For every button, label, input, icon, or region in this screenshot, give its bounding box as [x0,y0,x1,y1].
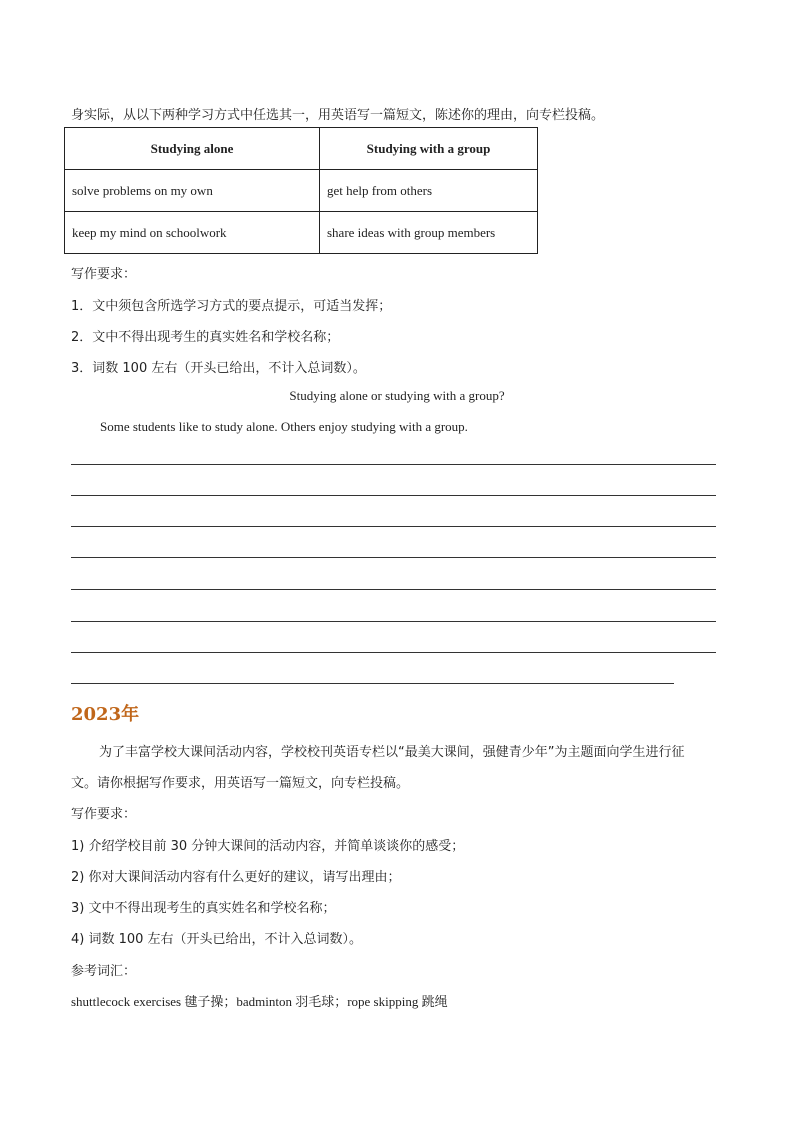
table-row [65,212,538,254]
prompt-text: 文。请你根据写作要求，用英语写一篇短文，向专栏投稿。 [71,776,410,791]
writing-line [71,621,716,622]
writing-line [71,464,716,465]
study-method-table [64,127,538,254]
year-heading: 2023年 [71,704,140,725]
table-row [65,170,538,212]
table-cell: share ideas with group members [320,212,538,254]
prompt-text: 为了丰富学校大课间活动内容，学校校刊英语专栏以“最美大课间，强健青少年”为主题面向学生进行征 [99,745,685,760]
writing-line [71,683,674,684]
vocab-title: 参考词汇： [71,964,137,979]
writing-line [71,652,716,653]
requirements-title: 写作要求： [71,807,137,822]
table-cell: get help from others [320,170,538,212]
requirement-item: 3．词数 100 左右（开头已给出，不计入总词数）。 [71,361,366,376]
writing-line [71,589,716,590]
writing-line [71,526,716,527]
intro-text: 身实际，从以下两种学习方式中任选其一，用英语写一篇短文，陈述你的理由，向专栏投稿。 [71,108,605,123]
essay-opening: Some students like to study alone. Others enjoy studying with a group. [100,419,468,434]
requirement-item: 1．文中须包含所选学习方式的要点提示，可适当发挥； [71,299,392,314]
table-header-row [65,128,538,170]
requirement-item: 2．文中不得出现考生的真实姓名和学校名称； [71,330,340,345]
table-header-cell: Studying with a group [320,128,538,170]
requirements-title: 写作要求： [71,267,137,282]
vocab-list: shuttlecock exercises 毽子操；badminton 羽毛球；rope skipping 跳绳 [71,994,448,1009]
table-cell: keep my mind on schoolwork [65,212,320,254]
requirement-item: 2) 你对大课间活动内容有什么更好的建议，请写出理由； [71,870,401,885]
requirement-item: 4) 词数 100 左右（开头已给出，不计入总词数）。 [71,932,363,947]
essay-title: Studying alone or studying with a group? [289,388,505,403]
requirement-item: 1) 介绍学校目前 30 分钟大课间的活动内容，并简单谈谈你的感受； [71,839,465,854]
table-cell: solve problems on my own [65,170,320,212]
writing-line [71,557,716,558]
writing-line [71,495,716,496]
table-header-cell: Studying alone [65,128,320,170]
requirement-item: 3) 文中不得出现考生的真实姓名和学校名称； [71,901,336,916]
